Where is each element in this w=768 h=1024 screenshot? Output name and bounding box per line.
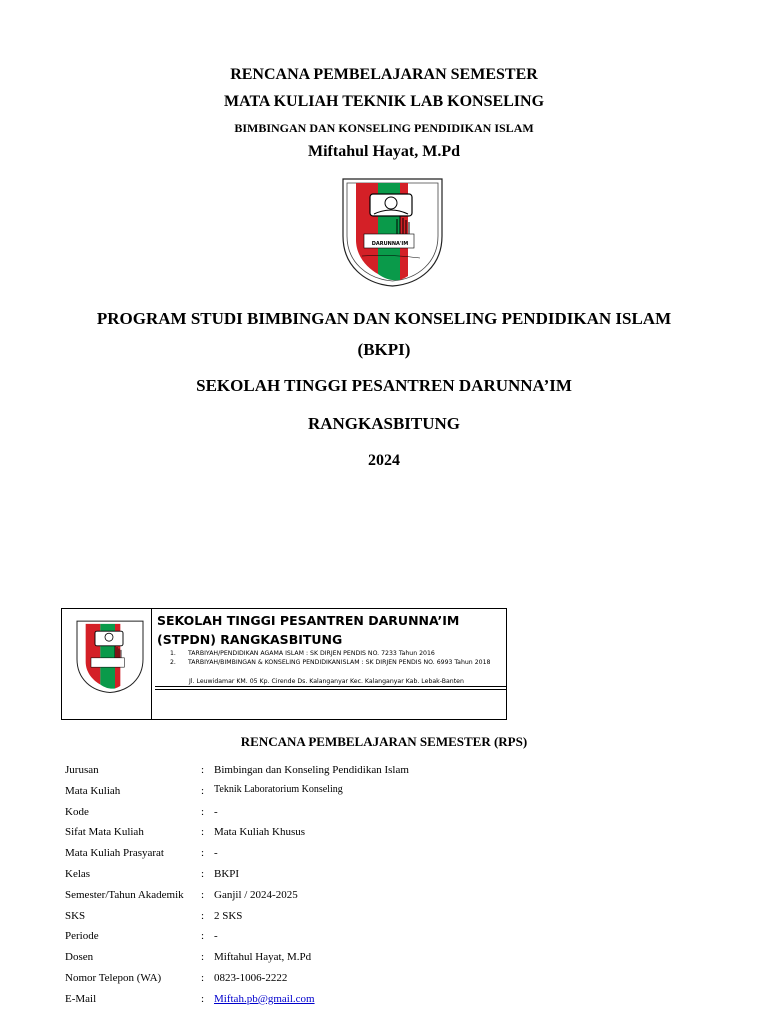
info-label: Sifat Mata Kuliah — [65, 826, 144, 839]
info-colon: : — [201, 930, 205, 943]
cover-title-3: BIMBINGAN DAN KONSELING PENDIDIKAN ISLAM — [234, 121, 534, 135]
letterhead-logo — [75, 619, 145, 694]
cover-title-1: RENCANA PEMBELAJARAN SEMESTER — [230, 66, 538, 83]
info-colon: : — [201, 784, 205, 797]
school-name: SEKOLAH TINGGI PESANTREN DARUNNA’IM — [196, 376, 572, 395]
info-colon: : — [201, 992, 205, 1005]
info-label: Nomor Telepon (WA) — [65, 971, 162, 984]
info-value: Miftahul Hayat, M.Pd — [214, 951, 312, 964]
info-colon: : — [201, 867, 205, 880]
info-colon: : — [201, 971, 205, 984]
year: 2024 — [368, 452, 400, 469]
letterhead-divider — [151, 609, 152, 719]
info-value: Teknik Laboratorium Konseling — [214, 783, 343, 795]
svg-text:DARUNNA'IM: DARUNNA'IM — [371, 241, 409, 247]
info-label: Periode — [65, 930, 99, 943]
info-label: Jurusan — [65, 764, 99, 776]
decree-number: 2. — [170, 659, 176, 666]
city: RANGKASBITUNG — [307, 414, 461, 433]
info-label: Kode — [65, 805, 89, 818]
rps-title: RENCANA PEMBELAJARAN SEMESTER (RPS) — [240, 734, 528, 749]
info-value: 2 SKS — [214, 909, 243, 922]
info-label: Mata Kuliah Prasyarat — [65, 847, 164, 860]
info-colon: : — [201, 951, 205, 964]
info-colon: : — [201, 826, 205, 839]
cover-title-2: MATA KULIAH TEKNIK LAB KONSELING — [223, 93, 545, 110]
info-value: Ganjil / 2024-2025 — [214, 888, 298, 901]
letterhead-name — [157, 611, 459, 649]
letterhead — [61, 608, 507, 720]
info-value: BKPI — [214, 867, 240, 880]
info-label: E-Mail — [65, 992, 97, 1005]
info-colon: : — [201, 764, 205, 776]
info-colon: : — [201, 909, 205, 922]
letterhead-name-2: (STPDN) RANGKASBITUNG — [157, 632, 343, 647]
info-value: 0823-1006-2222 — [214, 971, 288, 984]
letterhead-name-1: SEKOLAH TINGGI PESANTREN DARUNNA’IM — [157, 613, 460, 628]
decree-number: 1. — [170, 650, 176, 657]
decree-list — [170, 649, 505, 667]
info-label: SKS — [65, 909, 86, 922]
letterhead-address: Jl. Leuwidamar KM. 05 Kp. Cirende Ds. Kalanganyar Kec. Kalanganyar Kab. Lebak-Banten — [155, 678, 506, 687]
decree-text: TARBIYAH/PENDIDIKAN AGAMA ISLAM : SK DIRJEN PENDIS NO. 7233 Tahun 2016 — [188, 650, 435, 657]
info-label: Dosen — [65, 951, 94, 964]
info-value: Mata Kuliah Khusus — [214, 826, 306, 839]
school-logo — [340, 176, 445, 288]
decree-item — [170, 649, 505, 658]
info-label: Mata Kuliah — [65, 784, 121, 797]
info-colon: : — [201, 847, 205, 860]
info-label: Semester/Tahun Akademik — [65, 888, 184, 901]
info-value: - — [214, 847, 218, 860]
info-value: - — [214, 805, 218, 818]
cover-lecturer: Miftahul Hayat, M.Pd — [308, 143, 460, 160]
info-value: Bimbingan dan Konseling Pendidikan Islam — [214, 764, 409, 776]
decree-text: TARBIYAH/BIMBINGAN & KONSELING PENDIDIKANISLAM : SK DIRJEN PENDIS NO. 6993 Tahun 2018 — [188, 659, 491, 666]
info-value: - — [214, 930, 218, 943]
decree-item — [170, 658, 505, 667]
info-colon: : — [201, 805, 205, 818]
info-label: Kelas — [65, 867, 91, 880]
info-colon: : — [201, 888, 205, 901]
program-line-1: PROGRAM STUDI BIMBINGAN DAN KONSELING PENDIDIKAN ISLAM — [96, 309, 672, 328]
email-link[interactable]: Miftah.pb@gmail.com — [214, 992, 315, 1005]
program-line-2: (BKPI) — [357, 340, 411, 359]
